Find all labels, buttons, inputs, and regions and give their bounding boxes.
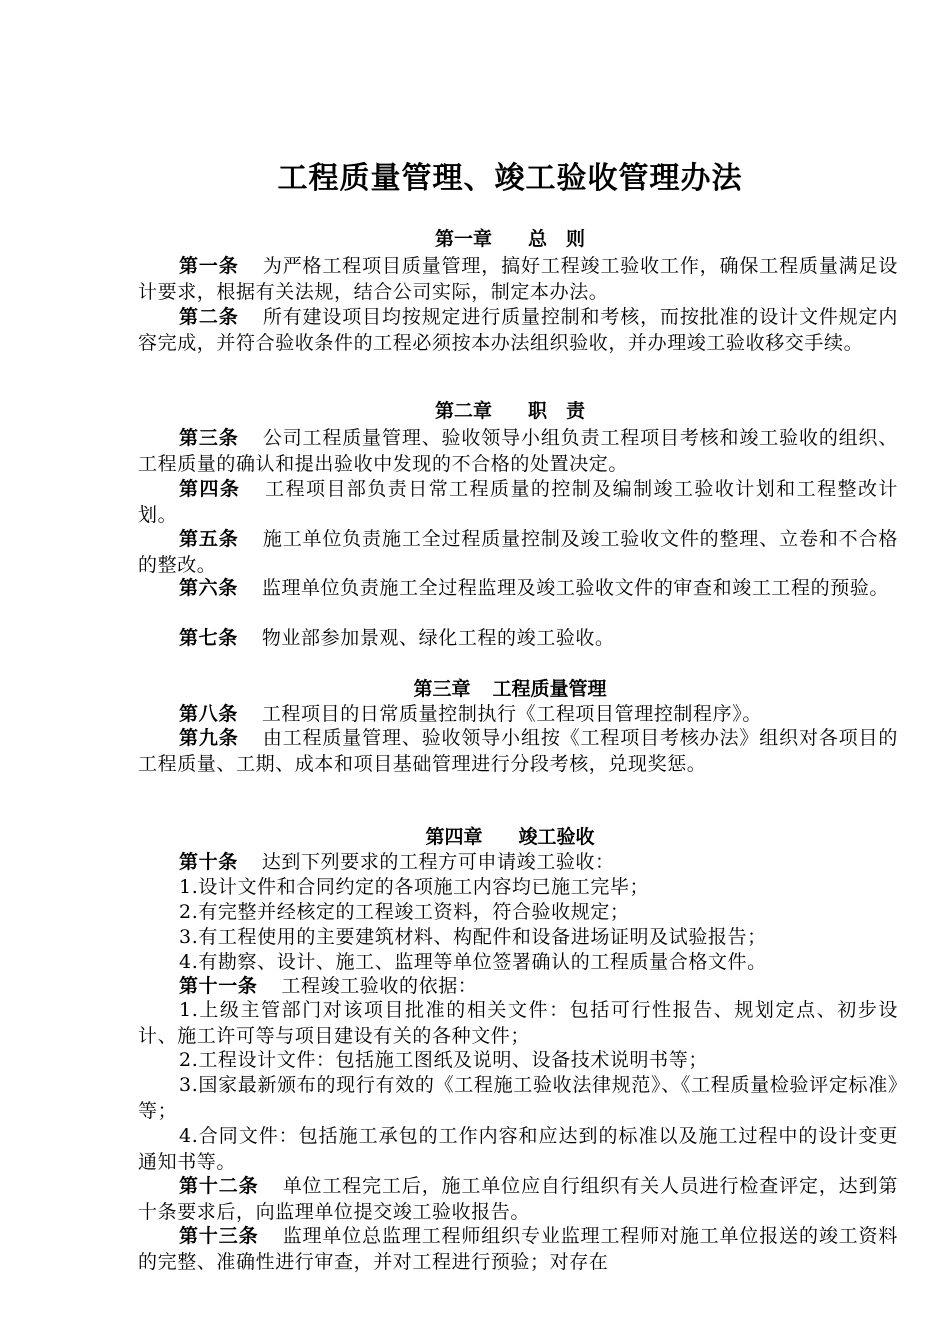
article xyxy=(138,726,898,777)
article-text: 监理单位负责施工全过程监理及竣工验收文件的审查和竣工工程的预验。 xyxy=(261,577,890,599)
article-text: 由工程质量管理、验收领导小组按《工程项目考核办法》组织对各项目的工程质量、工期、成本和项目基础管理进行分段考核，兑现奖惩。 xyxy=(138,727,898,775)
article xyxy=(138,626,898,652)
chapter-number: 第二章 xyxy=(434,400,492,422)
list-item: 3.国家最新颁布的现行有效的《工程施工验收法律规范》、《工程质量检验评定标准》等； xyxy=(138,1074,898,1122)
article-label: 第八条 xyxy=(179,703,238,725)
article-text: 公司工程质量管理、验收领导小组负责工程项目考核和竣工验收的组织、工程质量的确认和提出验收中发现的不合格的处置决定。 xyxy=(138,427,898,475)
chapter-heading xyxy=(0,675,950,703)
article-label: 第十条 xyxy=(179,851,238,873)
article-label: 第九条 xyxy=(179,727,239,749)
article xyxy=(138,477,898,528)
article-label: 第四条 xyxy=(179,478,241,500)
article-label: 第六条 xyxy=(179,577,238,599)
article-label: 第一条 xyxy=(179,255,239,277)
article-text: 工程项目部负责日常工程质量的控制及编制竣工验收计划和工程整改计划。 xyxy=(138,478,898,526)
article xyxy=(138,1174,898,1225)
article xyxy=(138,527,898,578)
article xyxy=(138,1224,898,1275)
article-label: 第五条 xyxy=(179,528,239,550)
list-item: 2.工程设计文件：包括施工图纸及说明、设备技术说明书等； xyxy=(179,1049,708,1071)
article-label: 第二条 xyxy=(179,306,239,328)
article-text: 施工单位负责施工全过程质量控制及竣工验收文件的整理、立卷和不合格的整改。 xyxy=(138,528,898,576)
chapter-title: 工程质量管理 xyxy=(492,678,607,700)
article xyxy=(138,305,898,356)
article xyxy=(138,576,898,602)
chapter-title: 总 则 xyxy=(528,228,586,250)
document-title: 工程质量管理、竣工验收管理办法 xyxy=(277,161,743,196)
article-label: 第十一条 xyxy=(179,975,258,997)
chapter-heading xyxy=(0,823,950,851)
chapter-heading xyxy=(0,225,950,253)
list-item: 1.上级主管部门对该项目批准的相关文件：包括可行性报告、规划定点、初步设计、施工许可等与项目建设有关的各种文件； xyxy=(138,999,898,1047)
article-label: 第十三条 xyxy=(179,1225,259,1247)
chapter-number: 第一章 xyxy=(434,228,492,250)
chapter-number: 第四章 xyxy=(425,826,483,848)
chapter-title: 职 责 xyxy=(528,400,586,422)
chapter-heading xyxy=(0,397,950,425)
article xyxy=(138,974,898,1000)
chapter-title: 竣工验收 xyxy=(518,826,595,848)
article xyxy=(138,850,898,876)
article-label: 第七条 xyxy=(179,627,238,649)
chapter-number: 第三章 xyxy=(413,678,471,700)
article-text: 物业部参加景观、绿化工程的竣工验收。 xyxy=(261,627,615,649)
list-item: 4.合同文件：包括施工承包的工作内容和应达到的标准以及施工过程中的设计变更通知书等。 xyxy=(138,1125,898,1173)
article-text: 所有建设项目均按规定进行质量控制和考核，而按批准的设计文件规定内容完成，并符合验收条件的工程必须按本办法组织验收，并办理竣工验收移交手续。 xyxy=(138,306,898,354)
article xyxy=(138,426,898,477)
list-item: 3.有工程使用的主要建筑材料、构配件和设备进场证明及试验报告； xyxy=(179,926,767,948)
article-text: 监理单位总监理工程师组织专业监理工程师对施工单位报送的竣工资料的完整、准确性进行审查，并对工程进行预验；对存在 xyxy=(138,1225,898,1273)
article xyxy=(138,702,898,728)
article-label: 第十二条 xyxy=(179,1175,259,1197)
list-item: 4.有勘察、设计、施工、监理等单位签署确认的工程质量合格文件。 xyxy=(179,951,767,973)
article-text: 工程项目的日常质量控制执行《工程项目管理控制程序》。 xyxy=(261,703,762,725)
article xyxy=(138,254,898,305)
article-label: 第三条 xyxy=(179,427,239,449)
article-text: 达到下列要求的工程方可申请竣工验收： xyxy=(261,851,615,873)
article-text: 为严格工程项目质量管理，搞好工程竣工验收工作，确保工程质量满足设计要求，根据有关法规，结合公司实际，制定本办法。 xyxy=(138,255,898,303)
article-text: 工程竣工验收的依据： xyxy=(281,975,478,997)
list-item: 1.设计文件和合同约定的各项施工内容均已施工完毕； xyxy=(179,876,650,898)
list-item: 2.有完整并经核定的工程竣工资料，符合验收规定； xyxy=(179,901,630,923)
article-text: 单位工程完工后，施工单位应自行组织有关人员进行检查评定，达到第十条要求后，向监理单位提交竣工验收报告。 xyxy=(138,1175,898,1223)
